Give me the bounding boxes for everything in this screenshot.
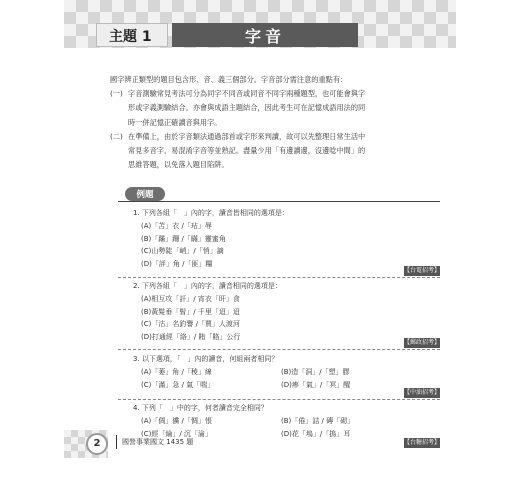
- question-separator: [118, 277, 440, 278]
- question-option: (B)「蹣」跚 /「瞞」靈蜜角: [141, 234, 226, 243]
- question-stem: 2. 下列各組「 」內的字，讀音相同的選項是：: [133, 282, 282, 290]
- intro-item-line: 思維答題，以免落入題目陷阱。: [128, 160, 229, 170]
- page-number: 2: [93, 438, 101, 449]
- question-option: (A)「苫」衣 /「玷」辱: [141, 221, 212, 230]
- topic-title: 字音: [244, 27, 285, 46]
- question-option: (C)「沽」名釣譽 /「賈」人渡河: [141, 320, 240, 329]
- option-row: [133, 366, 433, 379]
- intro-section: [110, 73, 440, 172]
- intro-lead: 國字辨正類型的題目包含形、音、義三個部分。字音部分需注意的重點有：: [110, 75, 348, 84]
- source-badge: 【郵政招考】: [404, 339, 441, 346]
- source-badge: 【台糖招考】: [404, 439, 441, 446]
- source-badge: 【台電招考】: [404, 267, 441, 274]
- topic-label: 主題 1: [109, 29, 152, 45]
- question-option: (C)經「綸」/ 沉「淪」: [141, 429, 212, 438]
- question-3: [133, 353, 433, 391]
- question-option: (D)打通經「絡」/ 賄「賂」公行: [141, 333, 241, 342]
- question-option: (D)「評」角 /「匪」糧: [141, 260, 213, 269]
- option-row: [133, 415, 433, 428]
- intro-item: [110, 87, 440, 130]
- divider: [118, 201, 440, 202]
- source-badge: 【中油招考】: [404, 389, 441, 396]
- intro-item-line: 在準備上，由於字音類法通過部首或字形來判讀，故可以先整理日常生活中: [128, 131, 366, 141]
- example-tag-label: 例題: [136, 190, 154, 200]
- question-stem: 3. 以下選項，「 」內的讀音，何組兩者相同？: [133, 355, 279, 363]
- question-option: (D)花「塢」/「摀」耳: [281, 429, 351, 438]
- question-separator: [118, 349, 440, 350]
- question-option: (C)山勢陡「峭」/「悄」謫: [141, 247, 224, 256]
- option-row: [133, 379, 433, 392]
- footer-divider: [116, 435, 117, 449]
- intro-item-line: 常見多音字、易混淆字音等並熟記。盡量少用「有邊讀邊，沒邊唸中間」的: [128, 146, 366, 156]
- topic-title-box: [172, 23, 358, 47]
- question-4: [133, 402, 433, 440]
- intro-item-number: (二): [110, 131, 123, 141]
- topic-label-box: [96, 23, 168, 47]
- question-option: (C)「滿」急 / 氣「喘」: [141, 380, 215, 389]
- intro-item-line: 形或字義測驗結合。亦會與成語主題結合，因此考生可在記憶成語用法的同: [128, 103, 366, 113]
- question-option: (B)「倦」詰 / 磚「砌」: [281, 416, 355, 425]
- intro-item-number: (一): [110, 89, 123, 99]
- question-separator: [118, 399, 440, 400]
- question-option: (A)「倜」儻 /「惆」悵: [141, 416, 212, 425]
- question-option: (B)黃髮垂「髫」/ 千里「迢」迢: [141, 307, 240, 316]
- intro-item-line: 時一併記憶正確讀音與用字。: [128, 117, 222, 127]
- question-1: [133, 207, 433, 271]
- question-stem: 1. 下列各組「 」內的字，讀音皆相同的選項是：: [133, 209, 289, 217]
- intro-item: [110, 130, 440, 173]
- question-option: (A)相互攻「訐」/ 宵衣「旰」食: [141, 294, 240, 303]
- question-stem: 4. 下列「 」中的字，何者讀音完全相同？: [133, 404, 268, 412]
- question-2: [133, 280, 433, 344]
- question-option: (A)「萎」角 /「稜」線: [141, 367, 212, 376]
- question-option: (D)瘆「氣」/「冥」醒: [281, 380, 351, 389]
- book-title: 國營事業國文 1435 題: [122, 438, 194, 446]
- example-tag: [125, 187, 165, 201]
- question-option: (B)造「洞」/「塑」膠: [281, 367, 350, 376]
- intro-item-line: 字音測驗常見考法可分為同字不同音或同音不同字兩種題型，也可能會與字: [128, 89, 366, 99]
- page-number-badge: [86, 433, 108, 455]
